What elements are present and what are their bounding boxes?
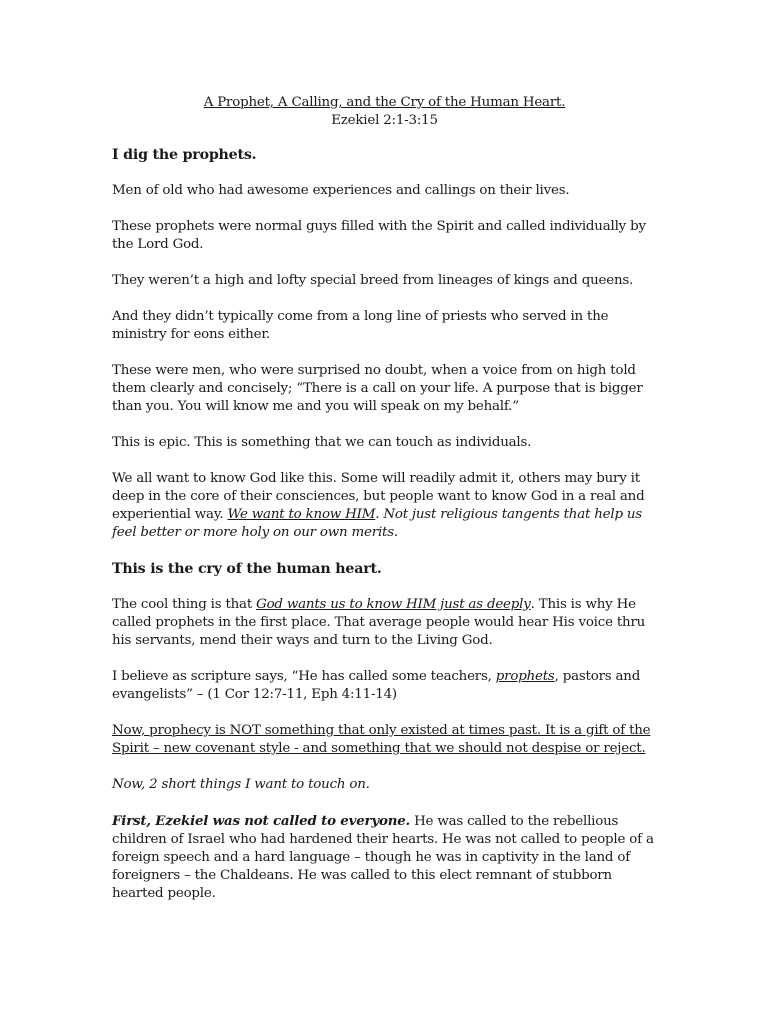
paragraph-3: These prophets were normal guys filled with the Spirit and called individually by the Lord God.: [112, 219, 646, 252]
paragraph-8-text: We all want to know God like this. Some will readily admit it, others may bury it deep in the core of their consciences, but people want to know God in a real and experiential way.: [112, 471, 645, 522]
paragraph-11: [112, 668, 657, 704]
paragraph-8-emphasis: We want to know HIM: [227, 507, 376, 522]
paragraph-7: This is epic. This is something that we can touch as individuals.: [112, 435, 532, 450]
paragraph-10: [112, 596, 657, 650]
paragraph-11-text: I believe as scripture says, “He has called some teachers,: [112, 669, 496, 684]
paragraph-11-rest: , pastors and evangelists” – (1 Cor 12:7-11, Eph 4:11-14): [112, 669, 641, 702]
paragraph-8: [112, 470, 657, 542]
paragraph-14-text: He was called to the rebellious children of Israel who had hardened their hearts. He was not called to people of a foreign speech and a hard language – though he was in captivity in the land of foreigners – the Chaldeans. He was called to this elect remnant of stubborn hearted people.: [112, 814, 654, 901]
document-title: A Prophet, A Calling, and the Cry of the Human Heart.: [203, 95, 566, 110]
paragraph-8-italic: . Not just religious tangents that help us feel better or more holy on our own merits.: [112, 507, 642, 540]
paragraph-2: Men of old who had awesome experiences and callings on their lives.: [112, 183, 570, 198]
paragraph-13: Now, 2 short things I want to touch on.: [112, 777, 370, 792]
paragraph-10-text: The cool thing is that: [112, 597, 257, 612]
paragraph-4: They weren’t a high and lofty special breed from lineages of kings and queens.: [112, 273, 634, 288]
paragraph-1: I dig the prophets.: [112, 147, 257, 163]
paragraph-9: This is the cry of the human heart.: [112, 561, 382, 577]
paragraph-12: Now, prophecy is NOT something that only existed at times past. It is a gift of the Spirit – new covenant style - and something that we should not despise or reject.: [112, 723, 651, 756]
paragraph-14: [112, 812, 657, 903]
paragraph-11-emphasis: prophets: [495, 669, 555, 684]
paragraph-5: And they didn’t typically come from a long line of priests who served in the ministry for eons either.: [112, 309, 609, 342]
paragraph-6: These were men, who were surprised no doubt, when a voice from on high told them clearly and concisely; “There is a call on your life. A purpose that is bigger than you. You will know me and you will speak on my behalf.”: [112, 363, 643, 414]
document-body: [112, 94, 657, 921]
title-block: [112, 94, 657, 130]
paragraph-14-lead: First, Ezekiel was not called to everyone.: [112, 813, 411, 829]
scripture-reference: Ezekiel 2:1-3:15: [331, 113, 438, 128]
paragraph-10-rest: . This is why He called prophets in the first place. That average people would hear His voice thru his servants, mend their ways and turn to the Living God.: [112, 597, 646, 648]
paragraph-10-emphasis: God wants us to know HIM just as deeply: [256, 597, 531, 612]
